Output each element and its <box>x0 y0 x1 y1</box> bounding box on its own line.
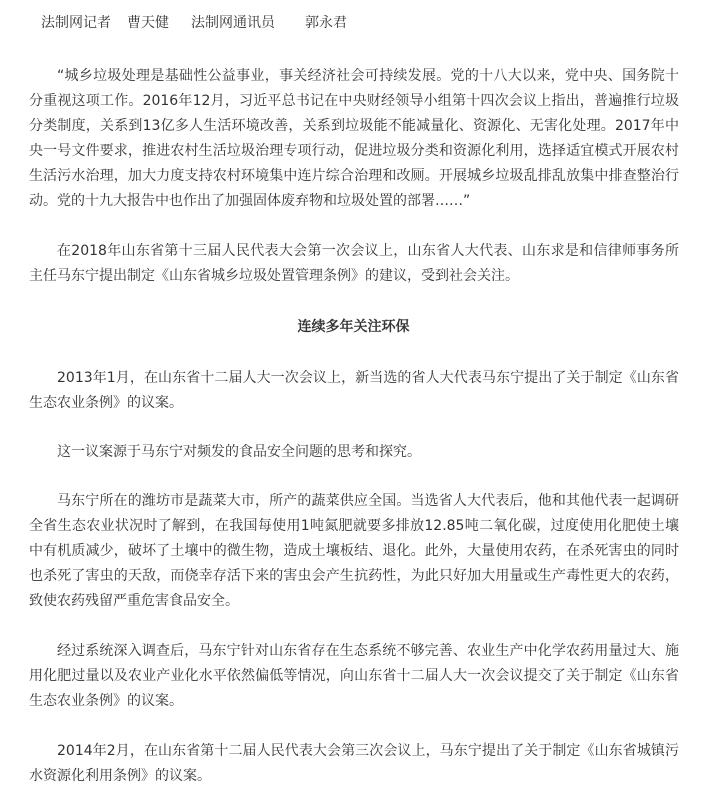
reporter-name: 曹天健 <box>127 15 169 31</box>
body-paragraph: 2013年1月，在山东省十二届人大一次会议上，新当选的省人大代表马东宁提出了关于制定《山东省生态农业条例》的议案。 <box>29 370 679 411</box>
reporter-label: 法制网记者 <box>41 15 111 31</box>
correspondent-name: 郭永君 <box>305 15 347 31</box>
body-paragraph: 这一议案源于马东宁对频发的食品安全问题的思考和探究。 <box>57 444 421 460</box>
body-paragraph: 马东宁所在的潍坊市是蔬菜大市，所产的蔬菜供应全国。当选省人大代表后，他和其他代表一起调研全省生态农业状况时了解到，在我国每使用1吨氮肥就要多排放12.85吨二氧化碳，过度使用化肥使土壤中有机质减少，破坏了土壤中的微生物，造成土壤板结、退化。此外，大量使用农药，在杀死害虫的同时也杀死了害虫的天敌，而侥幸存活下来的害虫会产生抗药性，为此只好加大用量或生产毒性更大的农药，致使农药残留严重危害食品安全。 <box>29 493 679 609</box>
body-paragraph: 经过系统深入调查后，马东宁针对山东省存在生态系统不够完善、农业生产中化学农药用量过大、施用化肥过量以及农业产业化水平依然偏低等情况，向山东省十二届人大一次会议提交了关于制定《山东省生态农业条例》的议案。 <box>29 643 679 709</box>
quote-paragraph: “城乡垃圾处理是基础性公益事业，事关经济社会可持续发展。党的十八大以来，党中央、国务院十分重视这项工作。2016年12月，习近平总书记在中央财经领导小组第十四次会议上指出，普遍推行垃圾分类制度，关系到13亿多人生活环境改善，关系到垃圾能不能减量化、资源化、无害化处理。2017年中央一号文件要求，推进农村生活垃圾治理专项行动，促进垃圾分类和资源化利用，选择适宜模式开展农村生活污水治理，加大力度支持农村环境集中连片综合治理和改厕。开展城乡垃圾乱排乱放集中排查整治行动。党的十九大报告中也作出了加强固体废弃物和垃圾处置的部署……” <box>29 68 679 209</box>
correspondent-label: 法制网通讯员 <box>191 15 275 31</box>
body-paragraph: 2014年2月，在山东省第十二届人民代表大会第三次会议上，马东宁提出了关于制定《山东省城镇污水资源化利用条例》的议案。 <box>29 743 679 784</box>
intro-paragraph: 在2018年山东省第十三届人民代表大会第一次会议上，山东省人大代表、山东求是和信律师事务所主任马东宁提出制定《山东省城乡垃圾处置管理条例》的建议，受到社会关注。 <box>29 243 679 284</box>
section-heading: 连续多年关注环保 <box>297 319 410 335</box>
byline <box>41 13 347 33</box>
